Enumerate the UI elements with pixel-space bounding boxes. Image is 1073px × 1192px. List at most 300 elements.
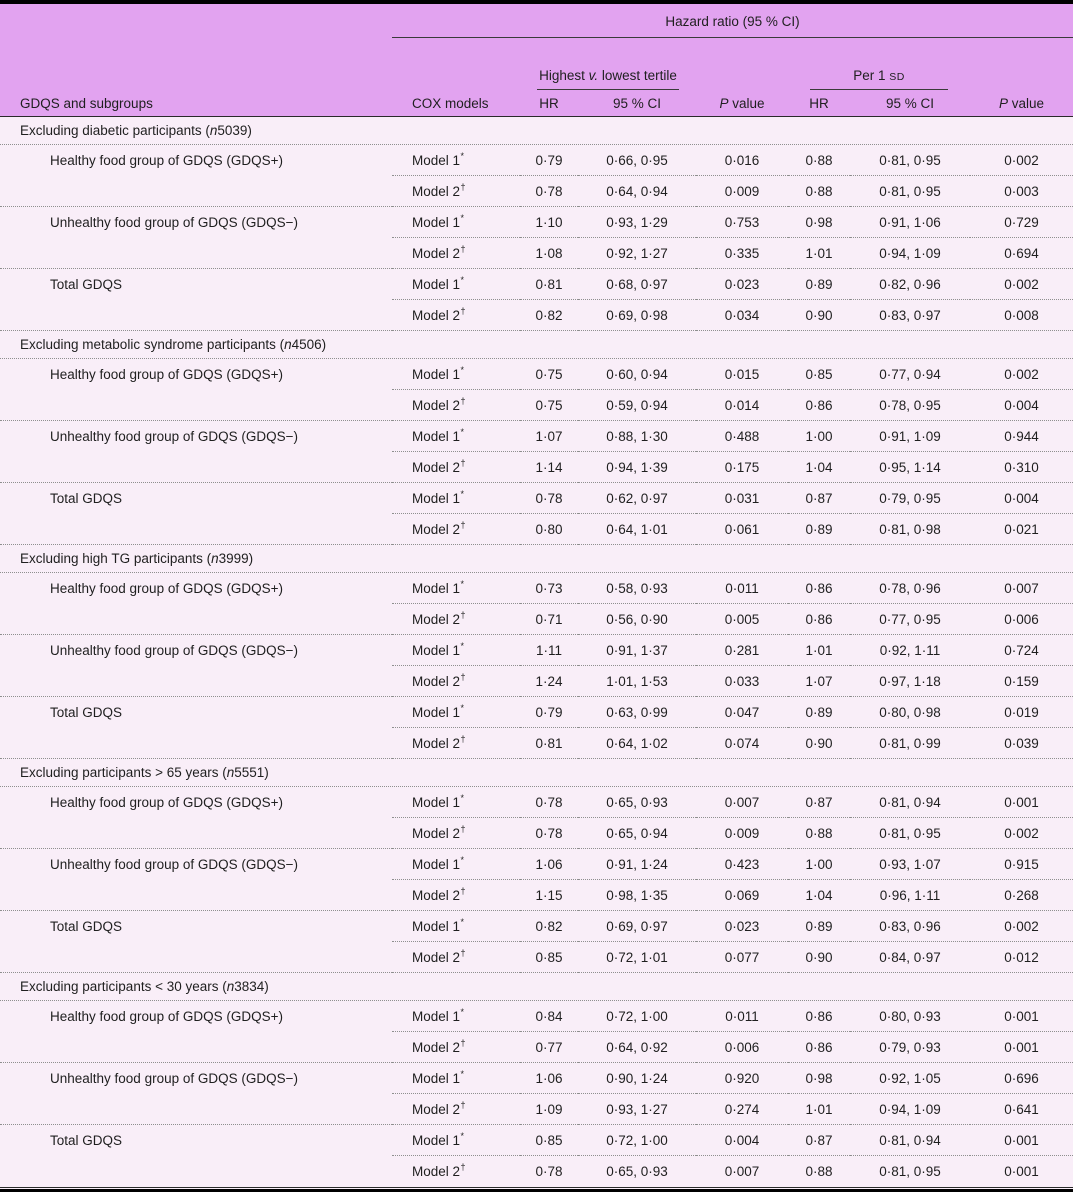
- ci-sd-value: 0·94, 1·09: [850, 1094, 970, 1125]
- p-sd-value: 0·002: [970, 269, 1073, 300]
- asterisk-footnote-marker: *: [460, 1006, 465, 1017]
- subgroup-label: Unhealthy food group of GDQS (GDQS−): [50, 429, 298, 444]
- hr-tertile-value: 0·81: [520, 269, 578, 300]
- hr-tertile-value: 0·85: [520, 942, 578, 973]
- model-cell: Model 2 †: [392, 666, 520, 697]
- asterisk-footnote-marker: *: [460, 426, 465, 437]
- hr-tertile-value: 0·78: [535, 1164, 563, 1179]
- ci-sd-value: 0·83, 0·97: [850, 300, 970, 331]
- hr-tertile-value: 0·78: [520, 818, 578, 849]
- ci-tertile-value: 0·91, 1·37: [578, 635, 696, 666]
- group-header-tertile: [520, 38, 696, 90]
- ci-sd-value: 0·82, 0·96: [850, 269, 970, 300]
- model-cell: Model 1 *: [392, 359, 520, 390]
- p-sd-value: 0·944: [970, 421, 1073, 452]
- p-tertile-value: 0·423: [696, 849, 788, 880]
- ci-tertile-value: 0·68, 0·97: [578, 269, 696, 300]
- col-header-subgroups: GDQS and subgroups: [0, 90, 392, 117]
- ci-tertile-value: 0·93, 1·27: [578, 1094, 696, 1125]
- hr-sd-value: 0·88: [805, 1164, 833, 1179]
- dagger-footnote-marker: †: [460, 519, 466, 530]
- p-sd-value: 0·008: [970, 300, 1073, 331]
- model-cell: Model 1 *: [392, 573, 520, 604]
- n-italic: n: [226, 765, 235, 780]
- hr-sd-value: 0·86: [788, 1001, 850, 1032]
- ci-tertile-value: 0·98, 1·35: [578, 880, 696, 911]
- p-tertile-value: 0·034: [696, 300, 788, 331]
- subgroup-label: Healthy food group of GDQS (GDQS+): [50, 367, 283, 382]
- ci-sd-value: 0·94, 1·09: [850, 238, 970, 269]
- p-sd-value: 0·310: [970, 452, 1073, 483]
- p-tertile-value: 0·005: [696, 604, 788, 635]
- p-sd-value: 0·001: [970, 1032, 1073, 1063]
- hr-sd-value: 0·87: [788, 1125, 850, 1156]
- hr-tertile-value: 0·71: [520, 604, 578, 635]
- table-row: [0, 880, 1073, 911]
- p-sd-value: 0·001: [1004, 1164, 1039, 1179]
- n-italic: n: [284, 337, 292, 352]
- dagger-footnote-marker: †: [460, 1162, 466, 1172]
- ci-sd-value: 0·81, 0·95: [850, 145, 970, 176]
- ci-sd-value: 0·77, 0·94: [850, 359, 970, 390]
- table-row: [0, 145, 1073, 176]
- hr-tertile-value: 0·75: [520, 390, 578, 421]
- ci-tertile-value: 0·63, 0·99: [578, 697, 696, 728]
- hr-tertile-value: 1·08: [520, 238, 578, 269]
- hr-sd-value: 0·86: [788, 390, 850, 421]
- asterisk-footnote-marker: *: [460, 854, 465, 865]
- hr-sd-value: 0·98: [788, 207, 850, 238]
- hr-tertile-value: 0·82: [520, 911, 578, 942]
- model-cell: Model 2 †: [392, 452, 520, 483]
- ci-sd-value: 0·91, 1·09: [850, 421, 970, 452]
- hr-sd-value: 1·04: [788, 452, 850, 483]
- hr-sd-value: 1·07: [788, 666, 850, 697]
- hr-tertile-value: 0·82: [520, 300, 578, 331]
- p-tertile-value: 0·006: [696, 1032, 788, 1063]
- section-row: [0, 759, 1073, 787]
- model-cell: Model 1 *: [392, 1001, 520, 1032]
- dagger-footnote-marker: †: [460, 823, 466, 834]
- model-cell: Model 2 †: [392, 604, 520, 635]
- asterisk-footnote-marker: *: [460, 578, 465, 589]
- col-header-p-tertile: P value: [696, 90, 788, 117]
- hr-tertile-value: 0·85: [520, 1125, 578, 1156]
- section-row: [0, 545, 1073, 573]
- hr-tertile-value: 0·78: [520, 787, 578, 818]
- p-tertile-value: 0·011: [696, 573, 788, 604]
- p-tertile-value: 0·015: [696, 359, 788, 390]
- header-spacer: [0, 4, 392, 38]
- col-header-cox-models: COX models: [392, 90, 520, 117]
- model-cell: Model 2 †: [392, 728, 520, 759]
- header-spacer: [392, 38, 520, 90]
- p-sd-value: 0·641: [970, 1094, 1073, 1125]
- asterisk-footnote-marker: *: [460, 150, 465, 161]
- col-header-p-sd: P value: [970, 90, 1073, 117]
- hr-sd-value: 1·00: [788, 849, 850, 880]
- ci-sd-value: 0·81, 0·94: [850, 787, 970, 818]
- p-sd-value: 0·003: [970, 176, 1073, 207]
- n-italic: n: [211, 551, 219, 566]
- ci-sd-value: 0·95, 1·14: [850, 452, 970, 483]
- dagger-footnote-marker: †: [460, 243, 466, 254]
- model-cell: Model 2 †: [392, 238, 520, 269]
- hr-sd-value: 0·89: [788, 514, 850, 545]
- p-tertile-value: 0·281: [696, 635, 788, 666]
- hr-sd-value: 1·00: [788, 421, 850, 452]
- hr-sd-value: 1·01: [788, 238, 850, 269]
- subgroup-label: Unhealthy food group of GDQS (GDQS−): [50, 643, 298, 658]
- hr-tertile-value: 0·79: [520, 145, 578, 176]
- subgroup-label: Total GDQS: [50, 705, 123, 720]
- p-tertile-value: 0·031: [696, 483, 788, 514]
- section-title: Excluding diabetic participants ( n 5039): [0, 117, 1073, 145]
- header-row-columns: [0, 90, 1073, 117]
- subgroup-label: Unhealthy food group of GDQS (GDQS−): [50, 1071, 298, 1086]
- table-row: [0, 818, 1073, 849]
- p-tertile-value: 0·274: [696, 1094, 788, 1125]
- table-row: [0, 421, 1073, 452]
- ci-sd-value: 0·92, 1·05: [850, 1063, 970, 1094]
- hr-sd-value: 0·89: [788, 269, 850, 300]
- ci-sd-value: 0·91, 1·06: [850, 207, 970, 238]
- p-sd-value: 0·694: [970, 238, 1073, 269]
- ci-tertile-value: 0·72, 1·01: [578, 942, 696, 973]
- subgroup-label: [0, 300, 392, 331]
- hr-tertile-value: 0·77: [520, 1032, 578, 1063]
- dagger-footnote-marker: †: [460, 609, 466, 620]
- asterisk-footnote-marker: *: [460, 702, 465, 713]
- hr-sd-value: 0·90: [788, 728, 850, 759]
- subgroup-label: Healthy food group of GDQS (GDQS+): [50, 153, 283, 168]
- subgroup-label: Total GDQS: [50, 919, 123, 934]
- asterisk-footnote-marker: *: [460, 488, 465, 499]
- col-header-hr-tertile: HR: [520, 90, 578, 117]
- ci-tertile-value: 0·90, 1·24: [578, 1063, 696, 1094]
- section-row: [0, 973, 1073, 1001]
- table-row: [0, 911, 1073, 942]
- p-tertile-value: 0·077: [696, 942, 788, 973]
- table-row: [0, 207, 1073, 238]
- ci-tertile-value: 0·64, 1·02: [578, 728, 696, 759]
- asterisk-footnote-marker: *: [460, 640, 465, 651]
- col-header-ci-tertile: 95 % CI: [578, 90, 696, 117]
- hr-tertile-value: 0·78: [520, 483, 578, 514]
- ci-sd-value: 0·93, 1·07: [850, 849, 970, 880]
- hr-sd-value: 0·86: [788, 604, 850, 635]
- ci-sd-value: 0·80, 0·98: [850, 697, 970, 728]
- ci-tertile-value: 0·65, 0·93: [606, 1164, 668, 1179]
- table-row: [0, 942, 1073, 973]
- p-sd-value: 0·004: [970, 483, 1073, 514]
- table-row: [0, 300, 1073, 331]
- model-cell: Model 1 *: [392, 697, 520, 728]
- table-row: [0, 452, 1073, 483]
- table-row: [0, 728, 1073, 759]
- p-tertile-value: 0·047: [696, 697, 788, 728]
- hr-sd-value: 0·90: [788, 942, 850, 973]
- subgroup-label: Healthy food group of GDQS (GDQS+): [50, 795, 283, 810]
- ci-sd-value: 0·97, 1·18: [850, 666, 970, 697]
- table-row: [0, 514, 1073, 545]
- header-spacer: [0, 38, 392, 90]
- table-row: [0, 1125, 1073, 1156]
- hr-sd-value: 0·87: [788, 483, 850, 514]
- table-row: [0, 849, 1073, 880]
- hr-tertile-value: 1·09: [520, 1094, 578, 1125]
- table-row: [0, 573, 1073, 604]
- hr-sd-value: 0·88: [788, 145, 850, 176]
- model-cell: Model 1 *: [392, 635, 520, 666]
- ci-tertile-value: 0·88, 1·30: [578, 421, 696, 452]
- p-tertile-value: 0·074: [696, 728, 788, 759]
- p-tertile-value: 0·033: [696, 666, 788, 697]
- model-cell: Model 1 *: [392, 1125, 520, 1156]
- hr-sd-value: 1·01: [788, 635, 850, 666]
- subgroup-label: [0, 604, 392, 635]
- p-sd-value: 0·021: [970, 514, 1073, 545]
- asterisk-footnote-marker: *: [460, 1068, 465, 1079]
- ci-tertile-value: 0·72, 1·00: [578, 1001, 696, 1032]
- table-row: [0, 787, 1073, 818]
- section-title: Excluding high TG participants ( n 3999): [0, 545, 1073, 573]
- hr-tertile-value: 0·80: [520, 514, 578, 545]
- hr-tertile-value: 1·06: [520, 1063, 578, 1094]
- group-header-per-sd: [788, 38, 970, 90]
- model-cell: Model 1 *: [392, 1063, 520, 1094]
- hr-sd-value: 0·87: [788, 787, 850, 818]
- model-cell: Model 2 †: [392, 942, 520, 973]
- p-tertile-value: 0·007: [724, 1164, 760, 1179]
- subgroup-label: [0, 1156, 392, 1187]
- ci-sd-value: 0·77, 0·95: [850, 604, 970, 635]
- ci-tertile-value: 0·59, 0·94: [578, 390, 696, 421]
- asterisk-footnote-marker: *: [460, 364, 465, 375]
- asterisk-footnote-marker: *: [460, 1130, 465, 1141]
- model-cell: Model 1 *: [392, 483, 520, 514]
- p-sd-value: 0·001: [970, 1001, 1073, 1032]
- hr-tertile-value: 0·84: [520, 1001, 578, 1032]
- ci-sd-value: 0·96, 1·11: [850, 880, 970, 911]
- table-header: [0, 4, 1073, 117]
- hr-tertile-value: 0·75: [520, 359, 578, 390]
- p-sd-value: 0·002: [970, 911, 1073, 942]
- dagger-footnote-marker: †: [460, 1037, 466, 1048]
- ci-sd-value: 0·78, 0·96: [850, 573, 970, 604]
- dagger-footnote-marker: †: [460, 733, 466, 744]
- model-cell: Model 2 †: [412, 1162, 466, 1179]
- model-cell: Model 2 †: [392, 300, 520, 331]
- p-tertile-value: 0·009: [696, 176, 788, 207]
- hr-sd-value: 0·86: [788, 573, 850, 604]
- asterisk-footnote-marker: *: [460, 792, 465, 803]
- group-header-per-sd-text: Per 1 SD: [810, 68, 948, 90]
- hr-sd-value: 0·89: [788, 911, 850, 942]
- p-tertile-value: 0·753: [696, 207, 788, 238]
- hr-tertile-value: 1·14: [520, 452, 578, 483]
- table-row: [0, 359, 1073, 390]
- table-row: [0, 604, 1073, 635]
- hazard-ratio-title-text: Hazard ratio (95 % CI): [665, 14, 800, 29]
- p-sd-value: 0·007: [970, 573, 1073, 604]
- ci-sd-value: 0·81, 0·95: [850, 176, 970, 207]
- ci-tertile-value: 0·94, 1·39: [578, 452, 696, 483]
- model-cell: Model 1 *: [392, 849, 520, 880]
- hr-sd-value: 0·89: [788, 697, 850, 728]
- dagger-footnote-marker: †: [460, 305, 466, 316]
- table-row: [0, 1063, 1073, 1094]
- p-sd-value: 0·001: [970, 1125, 1073, 1156]
- hr-tertile-value: 0·78: [520, 176, 578, 207]
- hr-sd-value: 1·04: [788, 880, 850, 911]
- p-sd-value: 0·724: [970, 635, 1073, 666]
- hr-sd-value: 1·01: [788, 1094, 850, 1125]
- dagger-footnote-marker: †: [460, 885, 466, 896]
- p-tertile-value: 0·175: [696, 452, 788, 483]
- ci-tertile-value: 0·60, 0·94: [578, 359, 696, 390]
- model-cell: Model 1 *: [392, 421, 520, 452]
- table-row: [0, 666, 1073, 697]
- ci-sd-value: 0·81, 0·95: [879, 1164, 941, 1179]
- p-sd-value: 0·696: [970, 1063, 1073, 1094]
- header-spacer: [696, 38, 788, 90]
- ci-tertile-value: 0·69, 0·98: [578, 300, 696, 331]
- p-sd-value: 0·006: [970, 604, 1073, 635]
- p-tertile-value: 0·920: [696, 1063, 788, 1094]
- p-tertile-value: 0·016: [696, 145, 788, 176]
- p-sd-value: 0·268: [970, 880, 1073, 911]
- table-row: [0, 697, 1073, 728]
- group-header-tertile-text: Highest v. lowest tertile: [537, 68, 679, 90]
- model-cell: Model 1 *: [392, 787, 520, 818]
- subgroup-label: [0, 1032, 392, 1063]
- header-row-groups: [0, 38, 1073, 90]
- ci-tertile-value: 0·65, 0·94: [578, 818, 696, 849]
- subgroup-label: [0, 818, 392, 849]
- p-tertile-value: 0·009: [696, 818, 788, 849]
- section-title: Excluding participants < 30 years ( n 3834): [0, 973, 1073, 1001]
- ci-tertile-value: 1·01, 1·53: [578, 666, 696, 697]
- ci-sd-value: 0·84, 0·97: [850, 942, 970, 973]
- model-cell: Model 2 †: [392, 390, 520, 421]
- section-row: [0, 331, 1073, 359]
- table-row: [0, 1156, 1073, 1187]
- ci-tertile-value: 0·58, 0·93: [578, 573, 696, 604]
- p-tertile-value: 0·061: [696, 514, 788, 545]
- model-cell: Model 1 *: [392, 911, 520, 942]
- subgroup-label: Healthy food group of GDQS (GDQS+): [50, 1009, 283, 1024]
- dagger-footnote-marker: †: [460, 947, 466, 958]
- dagger-footnote-marker: †: [460, 1099, 466, 1110]
- ci-tertile-value: 0·91, 1·24: [578, 849, 696, 880]
- subgroup-label: [0, 176, 392, 207]
- table-row: [0, 1094, 1073, 1125]
- hr-tertile-value: 1·06: [520, 849, 578, 880]
- model-cell: Model 2 †: [392, 818, 520, 849]
- ci-sd-value: 0·81, 0·94: [850, 1125, 970, 1156]
- table-row: [0, 1001, 1073, 1032]
- model-cell: Model 1 *: [392, 269, 520, 300]
- hr-tertile-value: 1·11: [520, 635, 578, 666]
- hr-tertile-value: 1·15: [520, 880, 578, 911]
- subgroup-label: [0, 942, 392, 973]
- hr-sd-value: 0·98: [788, 1063, 850, 1094]
- model-cell: Model 1 *: [392, 207, 520, 238]
- subgroup-label: [0, 728, 392, 759]
- subgroup-label: [0, 666, 392, 697]
- ci-tertile-value: 0·64, 0·94: [578, 176, 696, 207]
- subgroup-label: Total GDQS: [50, 1133, 123, 1148]
- table-row: [0, 635, 1073, 666]
- model-cell: Model 2 †: [392, 1094, 520, 1125]
- p-sd-value: 0·004: [970, 390, 1073, 421]
- model-cell: Model 1 *: [392, 145, 520, 176]
- table-body: [0, 117, 1073, 1187]
- ci-tertile-value: 0·66, 0·95: [578, 145, 696, 176]
- asterisk-footnote-marker: *: [460, 274, 465, 285]
- header-row-hazard: [0, 4, 1073, 38]
- subgroup-label: [0, 880, 392, 911]
- p-sd-value: 0·002: [970, 145, 1073, 176]
- p-tertile-value: 0·014: [696, 390, 788, 421]
- hr-sd-value: 0·88: [788, 176, 850, 207]
- section-title: Excluding participants > 65 years ( n 5551): [0, 759, 1073, 787]
- table-row: [0, 1032, 1073, 1063]
- p-tertile-value: 0·007: [696, 787, 788, 818]
- section-title: Excluding metabolic syndrome participants ( n 4506): [0, 331, 1073, 359]
- dagger-footnote-marker: †: [460, 671, 466, 682]
- p-sd-value: 0·012: [970, 942, 1073, 973]
- dagger-footnote-marker: †: [460, 395, 466, 406]
- n-italic: n: [209, 123, 218, 138]
- subgroup-label: [0, 390, 392, 421]
- model-cell: Model 2 †: [392, 514, 520, 545]
- model-cell: Model 2 †: [392, 880, 520, 911]
- ci-sd-value: 0·81, 0·98: [850, 514, 970, 545]
- model-cell: Model 2 †: [392, 1032, 520, 1063]
- hr-tertile-value: 0·73: [520, 573, 578, 604]
- subgroup-label: Healthy food group of GDQS (GDQS+): [50, 581, 283, 596]
- p-sd-value: 0·915: [970, 849, 1073, 880]
- ci-tertile-value: 0·64, 1·01: [578, 514, 696, 545]
- ci-sd-value: 0·81, 0·99: [850, 728, 970, 759]
- hr-sd-value: 0·88: [788, 818, 850, 849]
- table-row: [0, 483, 1073, 514]
- hr-tertile-value: 0·79: [520, 697, 578, 728]
- table-row: [0, 390, 1073, 421]
- table-row: [0, 269, 1073, 300]
- subgroup-label: Total GDQS: [50, 491, 123, 506]
- p-tertile-value: 0·011: [696, 1001, 788, 1032]
- asterisk-footnote-marker: *: [460, 212, 465, 223]
- subgroup-label: Total GDQS: [50, 277, 123, 292]
- p-sd-value: 0·002: [970, 359, 1073, 390]
- hr-sd-value: 0·86: [788, 1032, 850, 1063]
- p-tertile-value: 0·004: [696, 1125, 788, 1156]
- ci-tertile-value: 0·92, 1·27: [578, 238, 696, 269]
- subgroup-label: Unhealthy food group of GDQS (GDQS−): [50, 215, 298, 230]
- n-italic: n: [226, 979, 235, 994]
- asterisk-footnote-marker: *: [460, 916, 465, 927]
- table-row: [0, 238, 1073, 269]
- ci-sd-value: 0·83, 0·96: [850, 911, 970, 942]
- header-spacer: [970, 38, 1073, 90]
- hr-tertile-value: 1·07: [520, 421, 578, 452]
- subgroup-label: Unhealthy food group of GDQS (GDQS−): [50, 857, 298, 872]
- p-sd-value: 0·019: [970, 697, 1073, 728]
- dagger-footnote-marker: †: [460, 457, 466, 468]
